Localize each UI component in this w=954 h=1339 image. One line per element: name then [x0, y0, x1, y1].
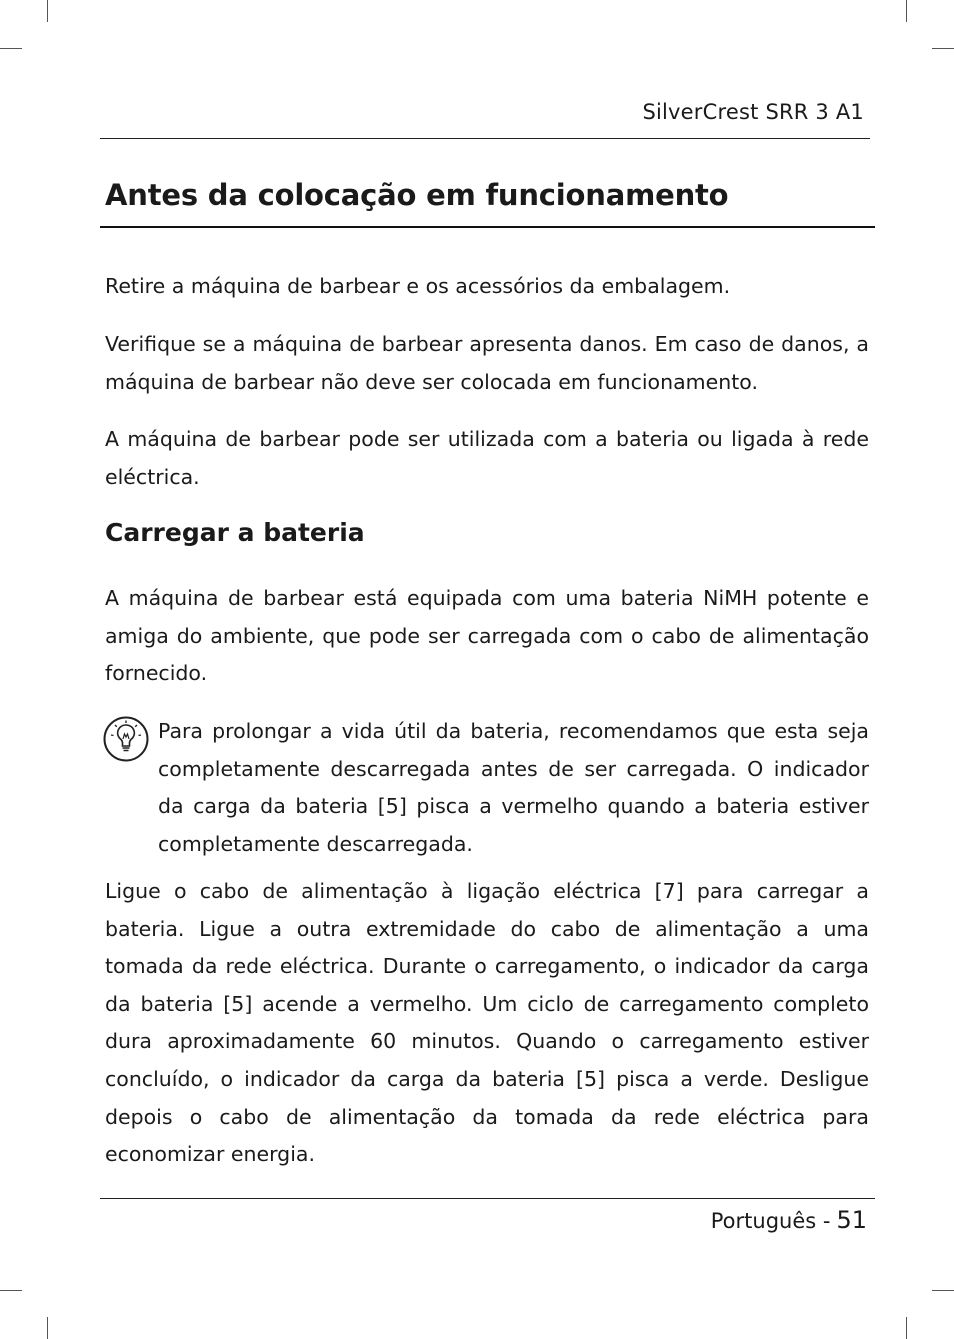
paragraph-battery-intro: A máquina de barbear está equipada com uma bateria NiMH potente e amiga do ambiente, que pode ser carregada com o cabo de alimentação fornecido. [105, 586, 869, 686]
paragraph-unpack: Retire a máquina de barbear e os acessórios da embalagem. [105, 274, 731, 298]
paragraph-power-options: A máquina de barbear pode ser utilizada com a bateria ou ligada à rede eléctrica. [105, 427, 869, 489]
crop-mark [0, 1290, 22, 1291]
section-title: Antes da colocação em funcionamento [105, 178, 729, 212]
crop-mark [0, 48, 22, 49]
crop-mark [906, 1317, 907, 1339]
footer [711, 1206, 867, 1234]
crop-mark [47, 1317, 48, 1339]
header-product-name: SilverCrest SRR 3 A1 [642, 100, 864, 124]
footer-language: Português - [710, 1209, 831, 1233]
footer-divider [100, 1198, 875, 1199]
title-divider [100, 226, 875, 228]
subsection-title: Carregar a bateria [105, 518, 365, 547]
crop-mark [47, 0, 48, 22]
crop-mark [906, 0, 907, 22]
crop-mark [932, 1290, 954, 1291]
crop-mark [932, 48, 954, 49]
lightbulb-icon [103, 716, 149, 762]
tip-text: Para prolongar a vida útil da bateria, recomendamos que esta seja completamente descarregada antes de ser carregada. O indicador da carga da bateria [5] pisca a vermelho quando a bateria estiver completamente descarregada. [158, 719, 869, 856]
page-number: 51 [836, 1206, 867, 1234]
paragraph-charging-instructions: Ligue o cabo de alimentação à ligação eléctrica [7] para carregar a bateria. Ligue a outra extremidade do cabo de alimentação a uma tomada da rede eléctrica. Durante o carregamento, o indicador da carga da bateria [5] acende a vermelho. Um ciclo de carregamento completo dura aproximadamente 60 minutos. Quando o carregamento estiver concluído, o indicador da carga da bateria [5] pisca a verde. Desligue depois o cabo de alimentação da tomada da rede eléctrica para economizar energia. [105, 879, 869, 1167]
header-divider [100, 138, 870, 139]
paragraph-check-damage: Verifique se a máquina de barbear apresenta danos. Em caso de danos, a máquina de barbear não deve ser colocada em funcionamento. [105, 332, 869, 394]
